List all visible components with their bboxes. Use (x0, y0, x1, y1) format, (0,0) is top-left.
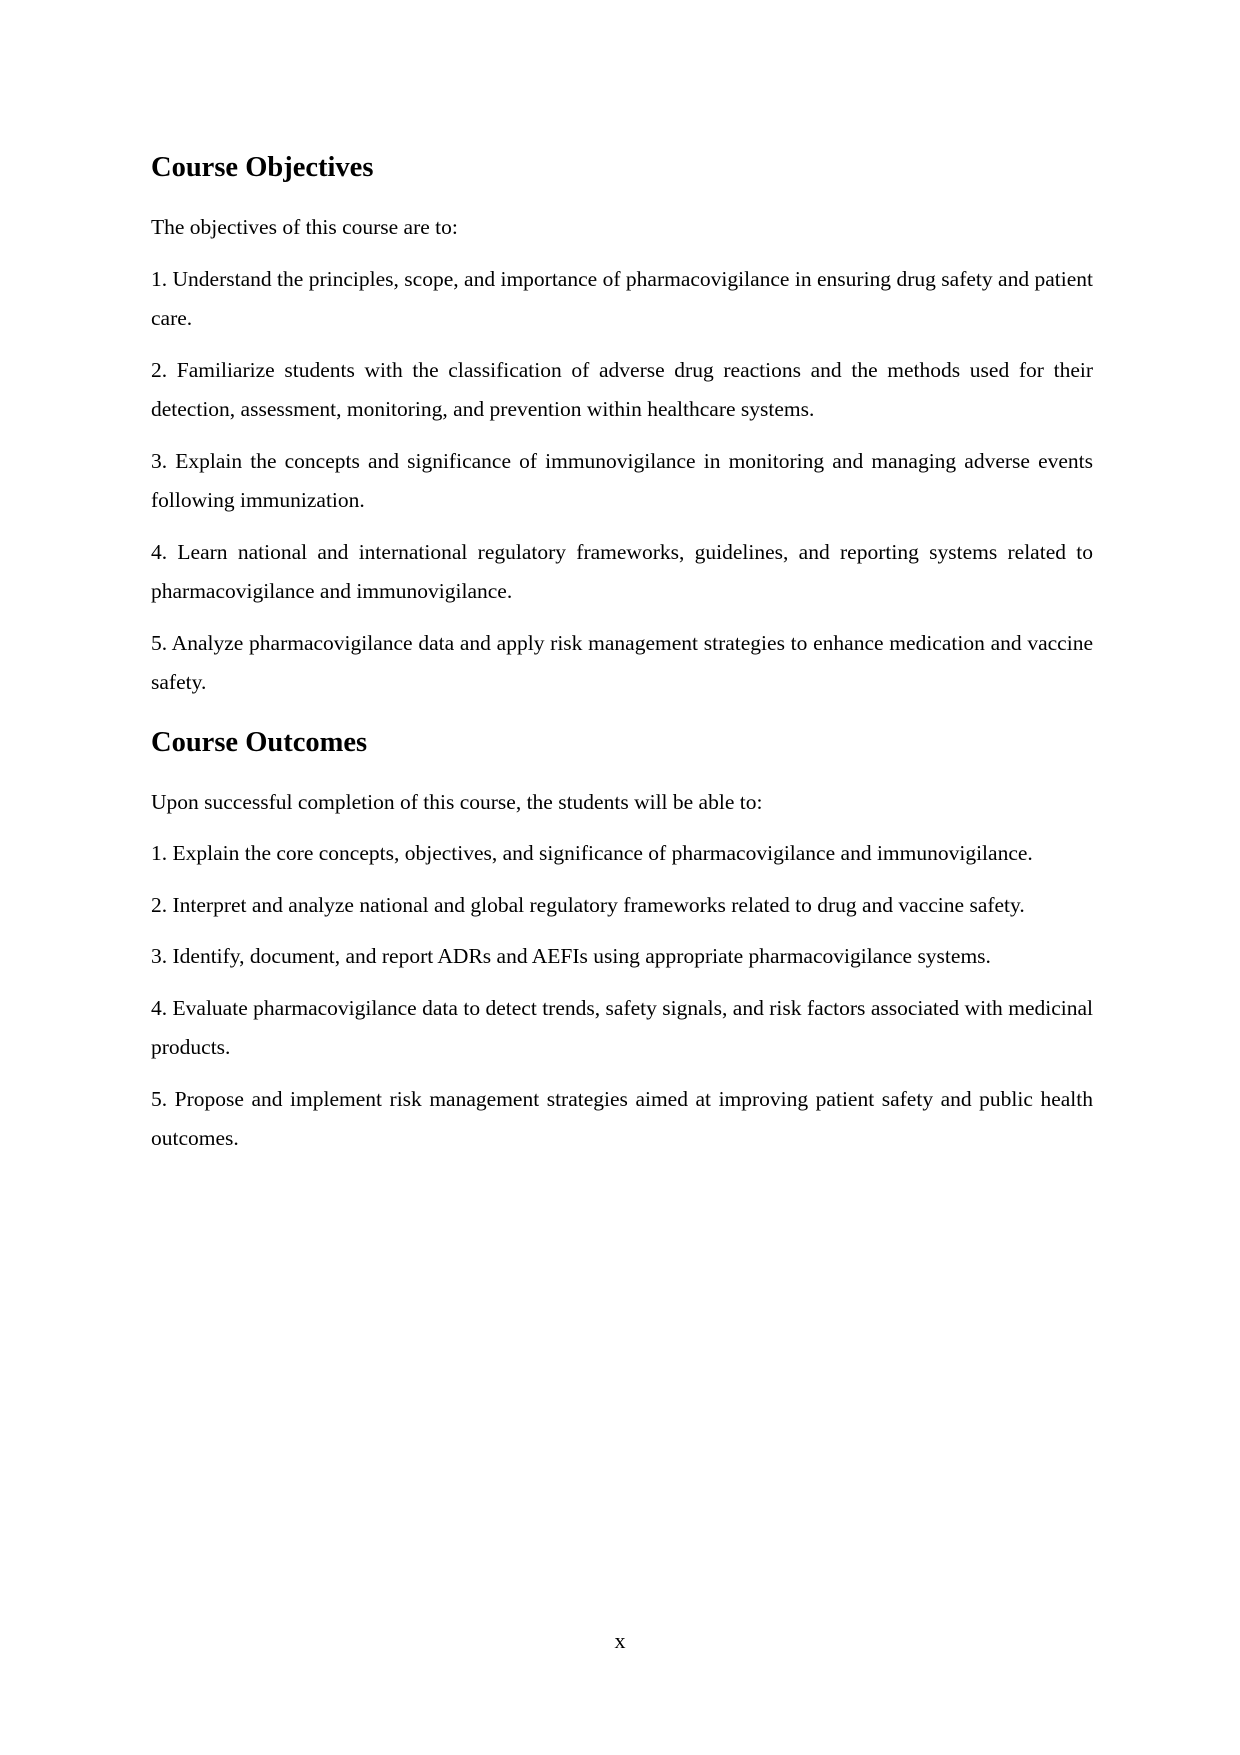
course-outcomes-list (151, 834, 1093, 1159)
objective-item: 1. Understand the principles, scope, and importance of pharmacovigilance in ensuring drug safety and patient care. (151, 266, 1093, 330)
course-outcomes-intro: Upon successful completion of this course, the students will be able to: (151, 789, 763, 814)
course-outcomes-section (151, 725, 1093, 1159)
outcome-item: 4. Evaluate pharmacovigilance data to detect trends, safety signals, and risk factors associated with medicinal products. (151, 995, 1093, 1059)
document-page (151, 150, 1093, 1159)
outcome-item: 1. Explain the core concepts, objectives, and significance of pharmacovigilance and immunovigilance. (151, 841, 1033, 865)
objective-item: 3. Explain the concepts and significance of immunovigilance in monitoring and managing adverse events following immunization. (151, 448, 1093, 512)
course-objectives-heading: Course Objectives (151, 152, 374, 183)
course-outcomes-heading: Course Outcomes (151, 726, 368, 758)
course-objectives-section (151, 150, 1093, 703)
objective-item: 2. Familiarize students with the classification of adverse drug reactions and the methods used for their detection, assessment, monitoring, and prevention within healthcare systems. (151, 357, 1093, 421)
course-objectives-intro: The objectives of this course are to: (151, 215, 458, 239)
course-objectives-list (151, 260, 1093, 703)
objective-item: 5. Analyze pharmacovigilance data and apply risk management strategies to enhance medication and vaccine safety. (151, 630, 1093, 694)
page-number: x (614, 1628, 626, 1653)
outcome-item: 2. Interpret and analyze national and global regulatory frameworks related to drug and vaccine safety. (151, 892, 1025, 917)
outcome-item: 3. Identify, document, and report ADRs and AEFIs using appropriate pharmacovigilance systems. (151, 944, 991, 968)
objective-item: 4. Learn national and international regulatory frameworks, guidelines, and reporting systems related to pharmacovigilance and immunovigilance. (151, 539, 1093, 603)
outcome-item: 5. Propose and implement risk management strategies aimed at improving patient safety and public health outcomes. (151, 1086, 1093, 1150)
